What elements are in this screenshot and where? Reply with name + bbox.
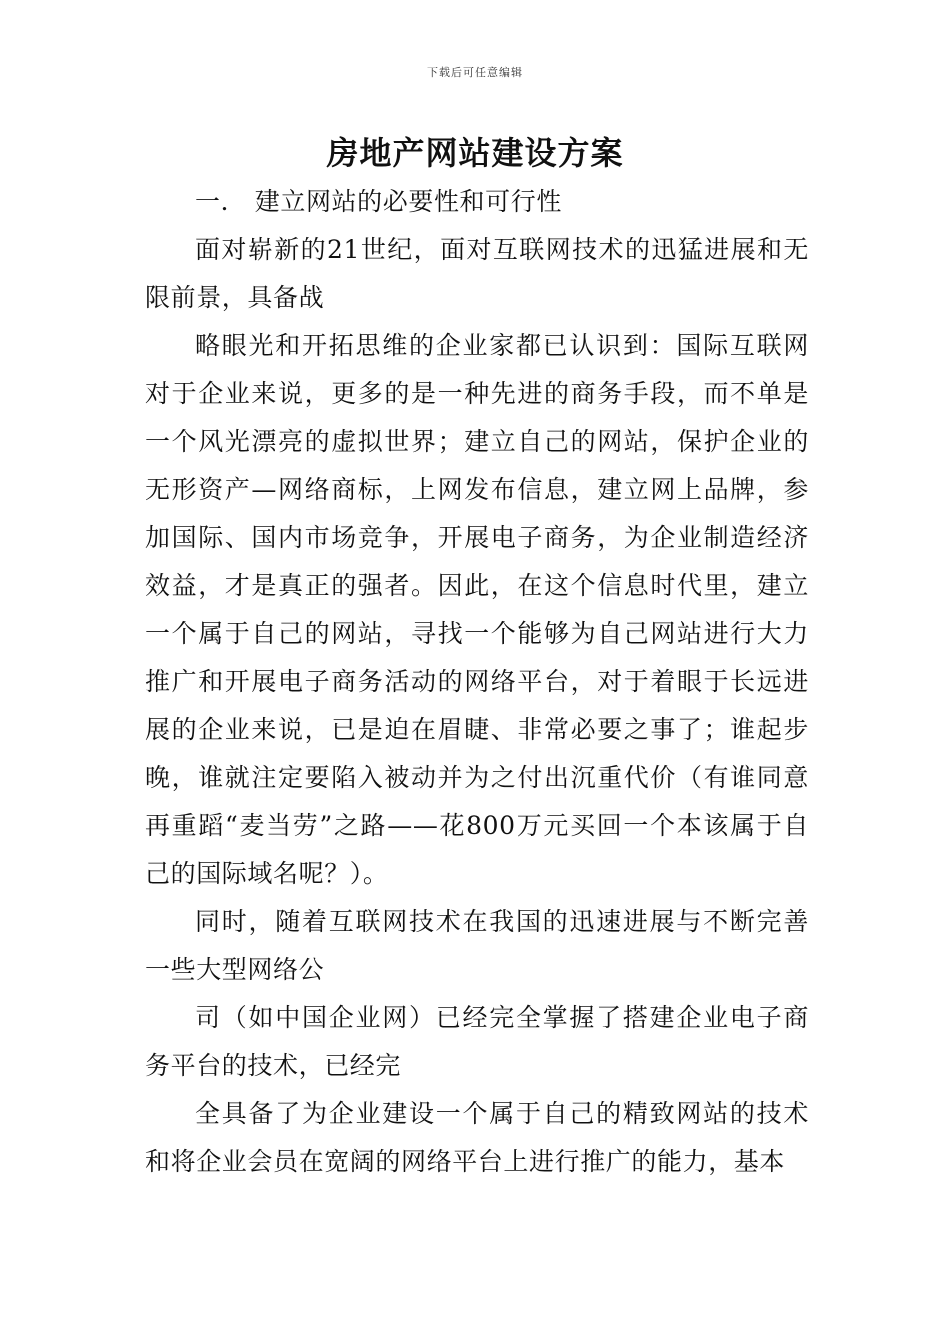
paragraph-4: 司（如中国企业网）已经完全掌握了搭建企业电子商务平台的技术，已经完 <box>145 1003 809 1080</box>
paragraph-5: 全具备了为企业建设一个属于自己的精致网站的技术和将企业会员在宽阔的网络平台上进行推广的能力，基本 <box>145 1099 809 1176</box>
paragraph-1: 面对崭新的21世纪，面对互联网技术的迅猛进展和无限前景，具备战 <box>145 235 809 312</box>
header-note: 下载后可任意编辑 <box>427 66 523 79</box>
section-heading: 一． 建立网站的必要性和可行性 <box>195 187 562 216</box>
document-title: 房地产网站建设方案 <box>326 134 624 172</box>
paragraph-3: 同时，随着互联网技术在我国的迅速进展与不断完善一些大型网络公 <box>145 907 809 984</box>
document-body <box>145 178 809 1186</box>
paragraph-2: 略眼光和开拓思维的企业家都已认识到：国际互联网对于企业来说，更多的是一种先进的商务手段，而不单是一个风光漂亮的虚拟世界；建立自己的网站，保护企业的无形资产—网络商标，上网发布信息，建立网上品牌，参加国际、国内市场竞争，开展电子商务，为企业制造经济效益，才是真正的强者。因此，在这个信息时代里，建立一个属于自己的网站，寻找一个能够为自己网站进行大力推广和开展电子商务活动的网络平台，对于着眼于长远进展的企业来说，已是迫在眉睫、非常必要之事了；谁起步晚，谁就注定要陷入被动并为之付出沉重代价（有谁同意再重蹈“麦当劳”之路——花800万元买回一个本该属于自己的国际域名呢？）。 <box>145 331 809 888</box>
